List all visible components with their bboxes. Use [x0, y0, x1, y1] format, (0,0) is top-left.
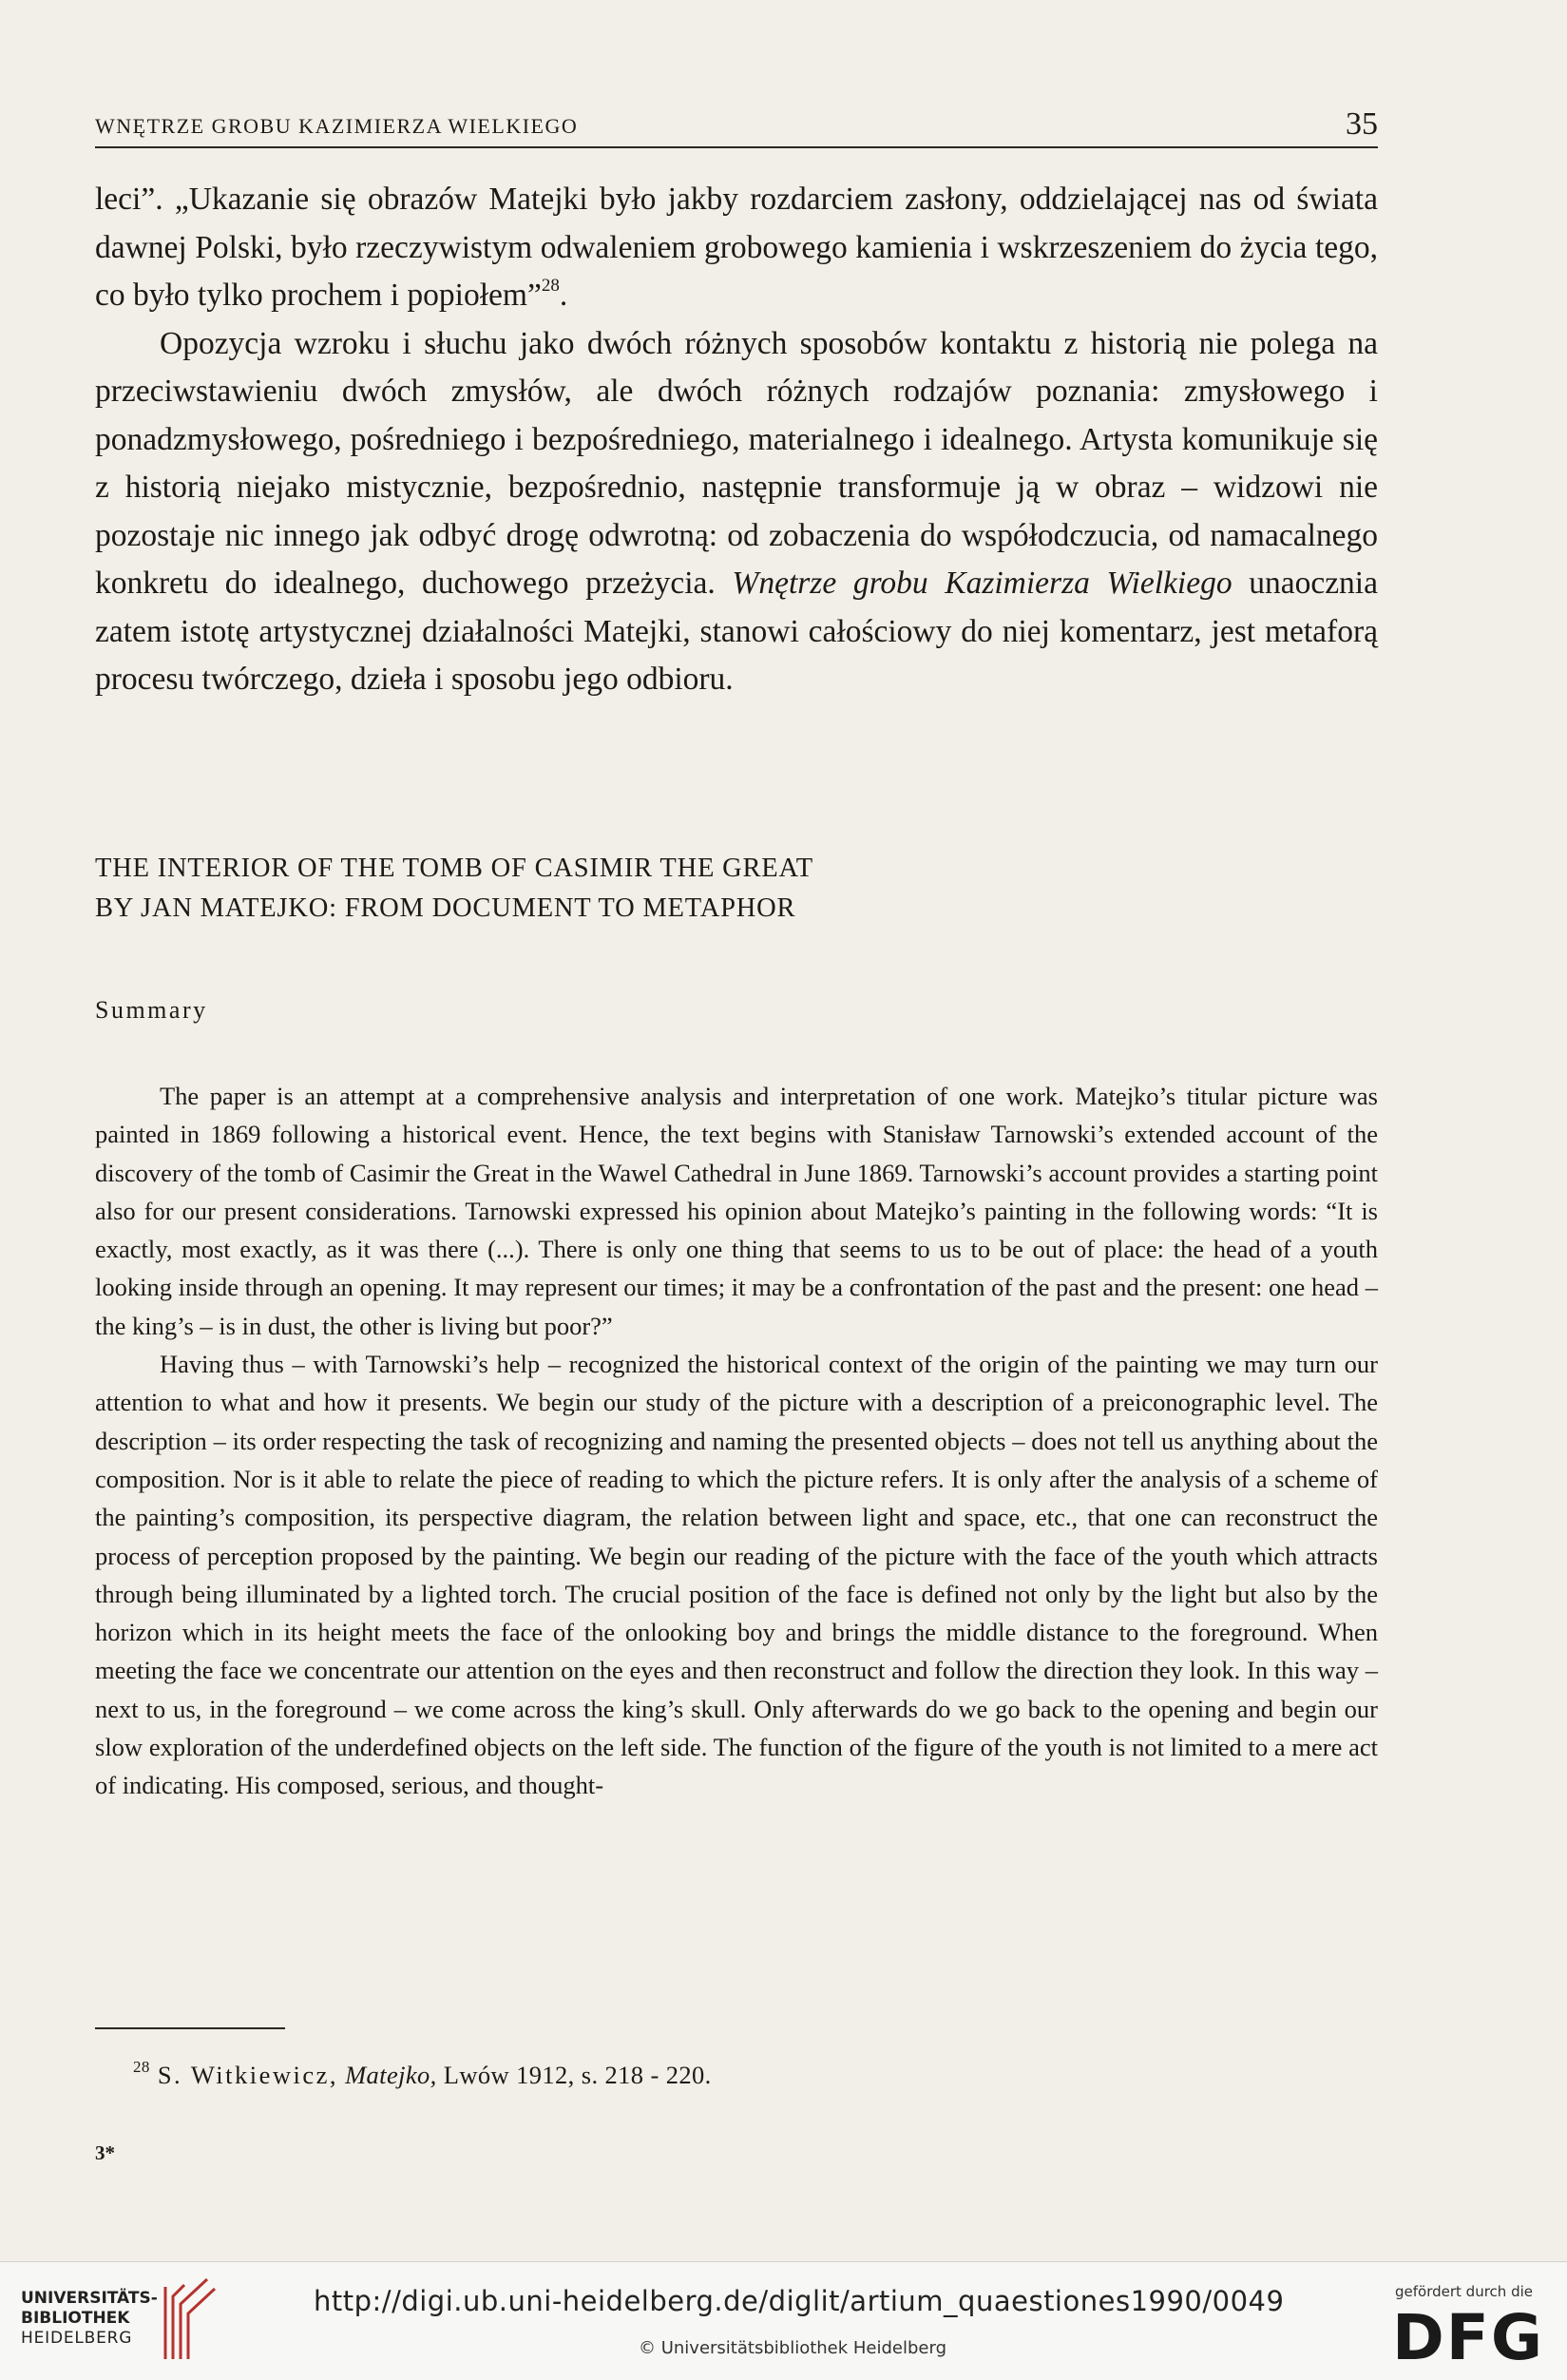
body-paragraph-1-end: . — [559, 278, 568, 313]
dfg-logo-text: DFG — [1392, 2304, 1545, 2365]
body-paragraph-2-after: unaocznia zatem istotę artystycznej działalności Matejki, stanowi całościowy do niej komentarz, jest metaforą procesu twórczego, dzieła i sposobu jego odbioru. — [95, 566, 1378, 697]
source-url-link[interactable]: http://digi.ub.uni-heidelberg.de/diglit/artium_quaestiones1990/0049 — [314, 2285, 1285, 2317]
footnote-reference: 28 — [541, 276, 560, 296]
footnote-details: Lwów 1912, s. 218 - 220. — [443, 2061, 712, 2089]
footnote — [133, 2058, 712, 2090]
library-name-line-1: UNIVERSITÄTS- — [21, 2289, 158, 2308]
running-title: WNĘTRZE GROBU KAZIMIERZA WIELKIEGO — [95, 114, 579, 138]
polish-body-text — [95, 176, 1378, 704]
page-number: 35 — [1346, 106, 1378, 142]
funded-by-label: gefördert durch die — [1395, 2283, 1533, 2300]
footnote-rule — [95, 2027, 285, 2029]
work-title: Wnętrze grobu Kazimierza Wielkiego — [732, 566, 1233, 601]
body-paragraph-2 — [95, 320, 1378, 704]
body-paragraph-2-before: Opozycja wzroku i słuchu jako dwóch różnych sposobów kontaktu z historią nie polega na przeciwstawieniu dwóch zmysłów, ale dwóch różnych rodzajów poznania: zmysłowego i ponadzmysłowego, pośredniego i bezpośredniego, materialnego i idealnego. Artysta komunikuje się z historią niejako mistycznie, bezpośrednio, następnie transformuje ją w obraz – widzowi nie pozostaje nic innego jak odbyć drogę odwrotną: od zobaczenia do współodczucia, od namacalnego konkretu do idealnego, duchowego przeżycia. — [95, 325, 1378, 601]
summary-paragraph-2: Having thus – with Tarnowski’s help – recognized the historical context of the origin of the painting we may turn our attention to what and how it presents. We begin our study of the picture with a description of a preiconographic level. The description – its order respecting the task of recognizing and naming the presented objects – does not tell us anything about the composition. Nor is it able to relate the piece of reading to which the picture refers. It is only after the analysis of a scheme of the painting’s composition, its perspective diagram, the relation between light and space, etc., that one can reconstruct the process of perception proposed by the painting. We begin our reading of the picture with the face of the youth which attracts through being illuminated by a lighted torch. The crucial position of the face is defined not only by the light but also by the horizon which in its height meets the face of the onlooking boy and brings the middle distance to the foreground. When meeting the face we concentrate our attention on the eyes and then reconstruct and follow the direction they look. In this way – next to us, in the foreground – we come across the king’s skull. Only afterwards do we go back to the opening and begin our slow exploration of the underdefined objects on the left side. The function of the figure of the youth is not limited to a mere act of indicating. His composed, serious, and thought- — [95, 1350, 1378, 1800]
signature-mark: 3* — [95, 2141, 115, 2164]
summary-text — [95, 1077, 1378, 1805]
footnote-title: Matejko, — [345, 2061, 437, 2089]
footnote-number: 28 — [133, 2058, 150, 2076]
dfg-logo-icon — [1392, 2304, 1549, 2365]
library-name-line-2: BIBLIOTHEK — [21, 2309, 130, 2328]
library-name-line-3: HEIDELBERG — [21, 2329, 133, 2348]
footer-bar — [0, 2261, 1567, 2380]
body-paragraph-1-text: leci”. „Ukazanie się obrazów Matejki było jakby rozdarciem zasłony, oddzielającej nas od świata dawnej Polski, było rzeczywistym odwaleniem grobowego kamienia i wskrzeszeniem do życia tego, co było tylko prochem i popiołem” — [95, 182, 1378, 313]
footnote-author: S. Witkiewicz, — [157, 2061, 339, 2089]
summary-heading — [95, 849, 1378, 929]
running-header — [95, 103, 1378, 148]
summary-label: Summary — [95, 996, 208, 1024]
university-logo-icon — [160, 2275, 219, 2363]
summary-heading-line-2: BY JAN MATEJKO: FROM DOCUMENT TO METAPHOR — [95, 893, 796, 923]
summary-heading-line-1: THE INTERIOR OF THE TOMB OF CASIMIR THE GREAT — [95, 854, 813, 883]
body-paragraph-1 — [95, 176, 1378, 320]
library-name — [21, 2289, 158, 2349]
copyright-notice: © Universitätsbibliothek Heidelberg — [639, 2338, 947, 2358]
summary-paragraph-1: The paper is an attempt at a comprehensive analysis and interpretation of one work. Matejko’s titular picture was painted in 1869 following a historical event. Hence, the text begins with Stanisław Tarnowski’s extended account of the discovery of the tomb of Casimir the Great in the Wawel Cathedral in June 1869. Tarnowski’s account provides a starting point also for our present considerations. Tarnowski expressed his opinion about Matejko’s painting in the following words: “It is exactly, most exactly, as it was there (...). There is only one thing that seems to us to be out of place: the head of a youth looking inside through an opening. It may represent our times; it may be a confrontation of the past and the present: one head – the king’s – is in dust, the other is living but poor?” — [95, 1082, 1378, 1340]
